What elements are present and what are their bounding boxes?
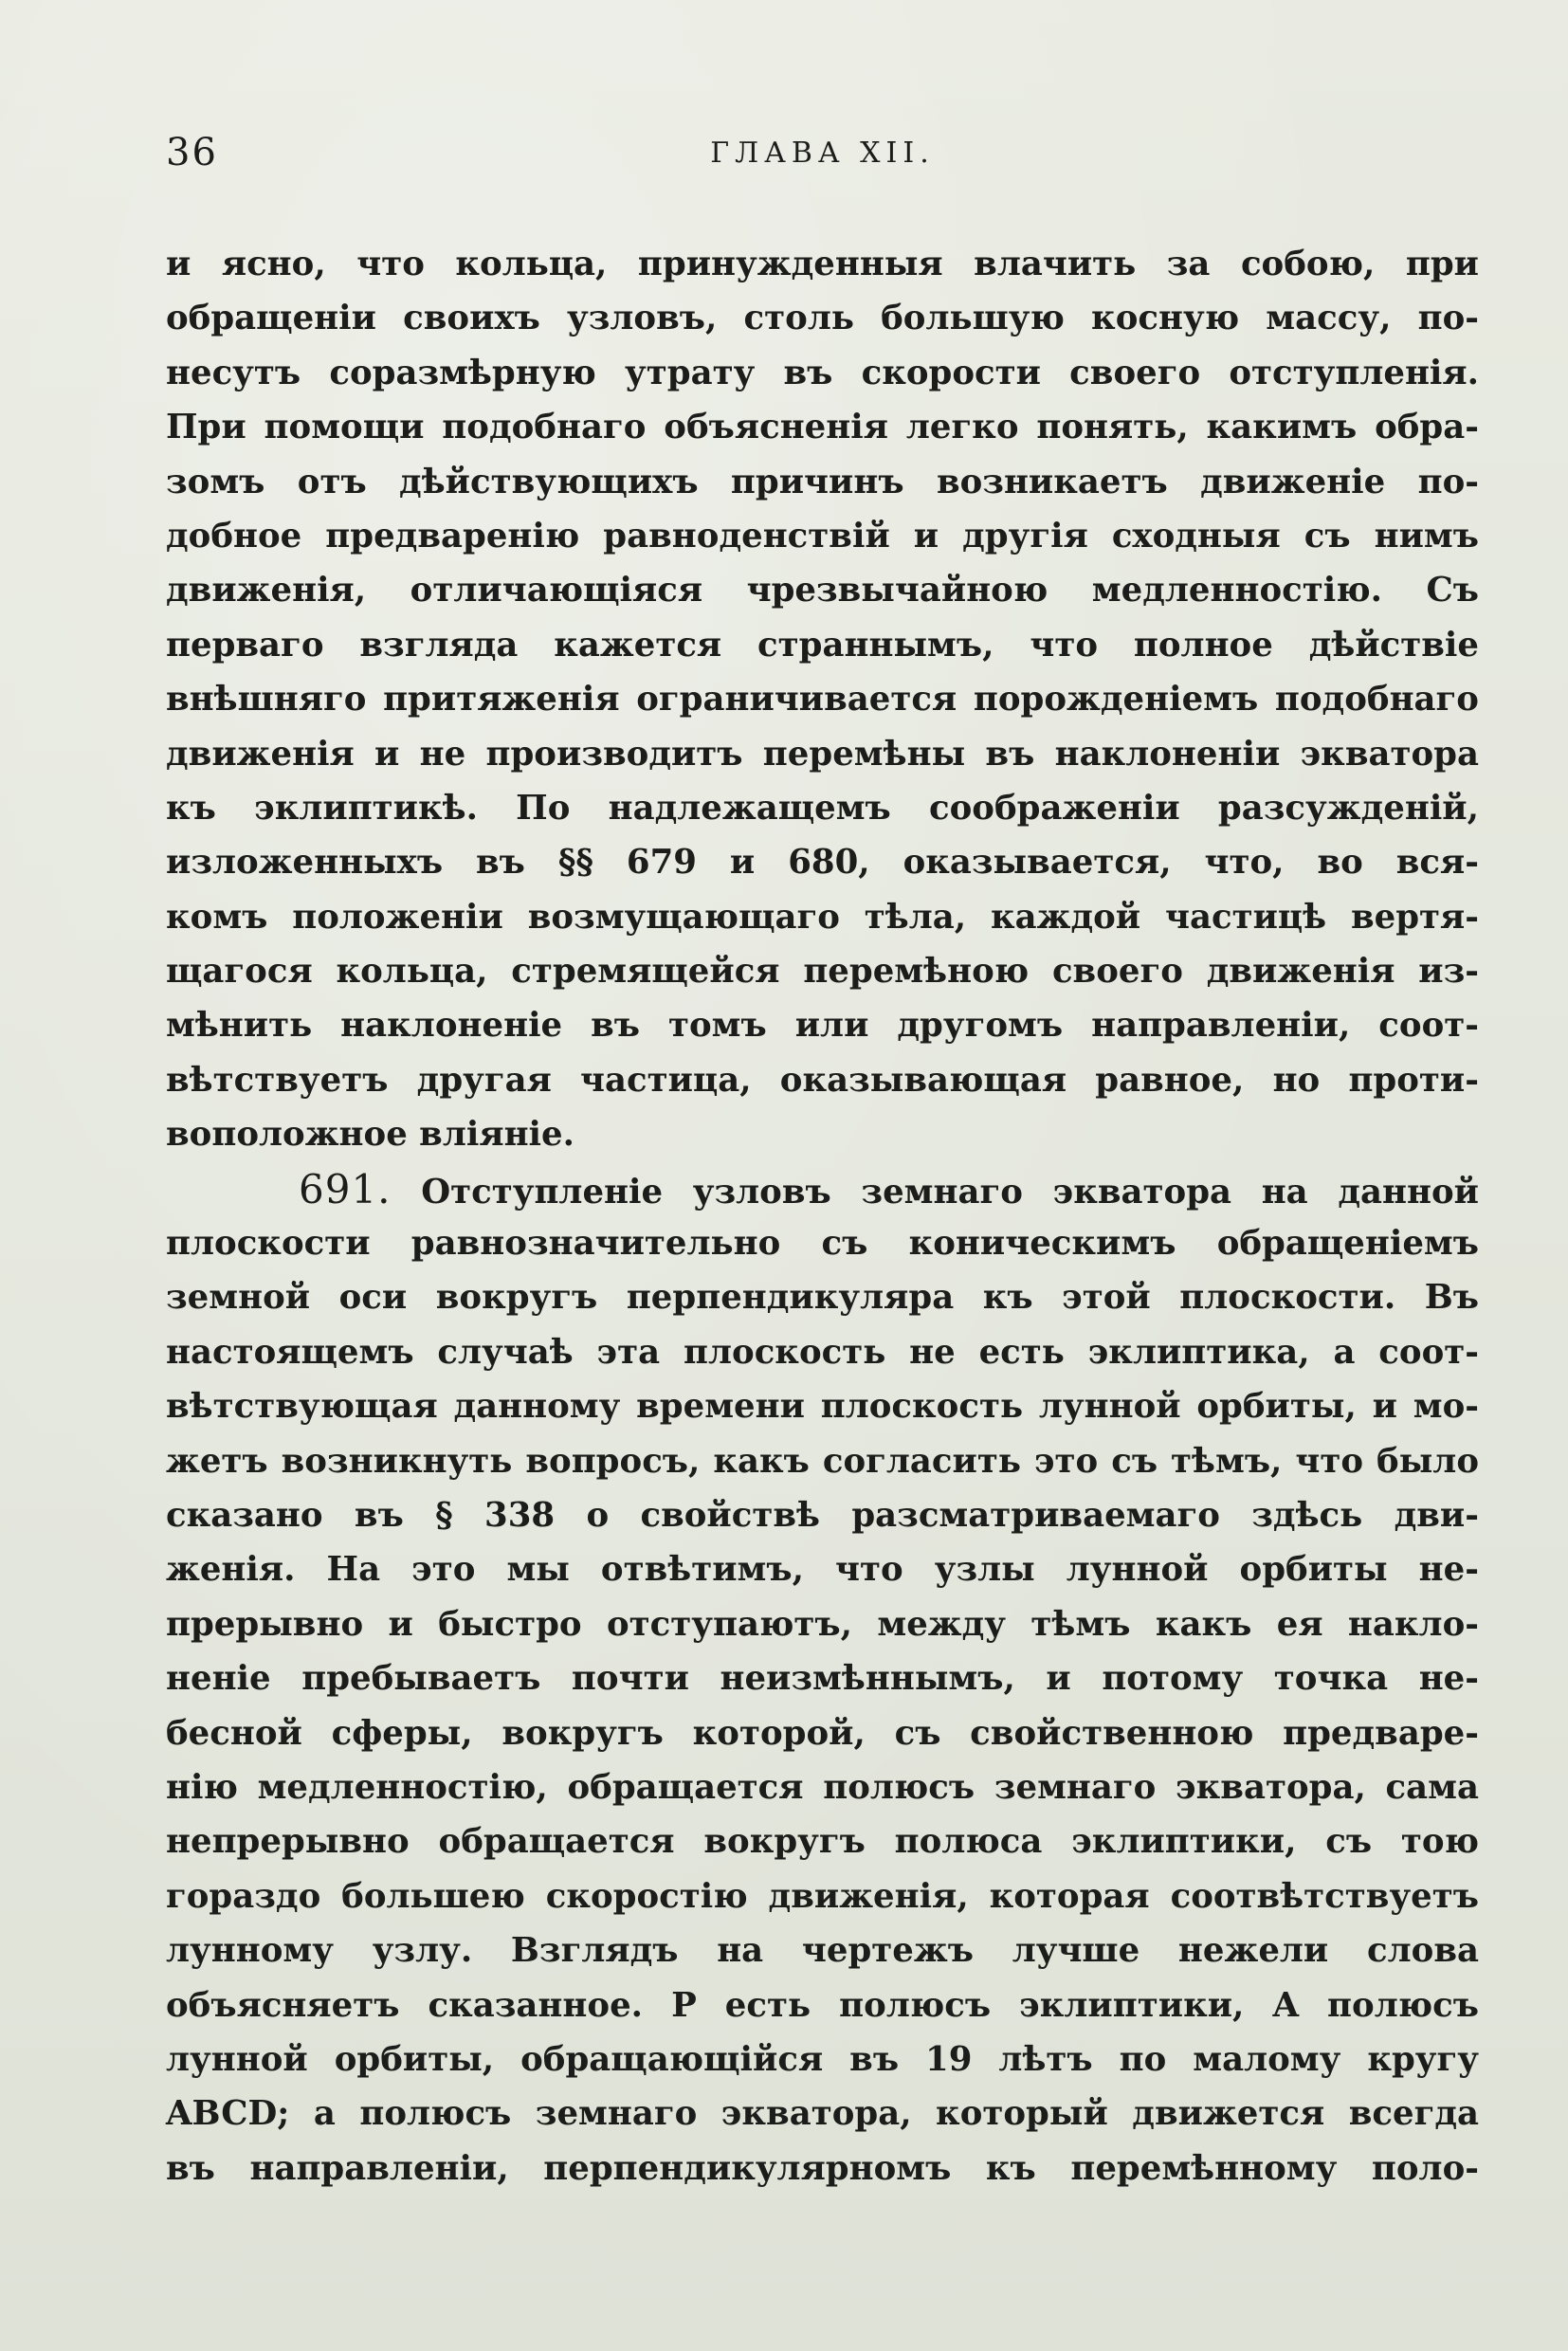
text-line: сказано въ § 338 о свойствѣ разсматриваемаго здѣсь дви- bbox=[166, 1495, 1479, 1535]
body-text bbox=[166, 237, 1479, 2196]
text-line: плоскости равнозначительно съ коническимъ обращеніемъ bbox=[166, 1224, 1479, 1264]
text-line: женія. На это мы отвѣтимъ, что узлы лунной орбиты не- bbox=[166, 1550, 1479, 1590]
text-line: зомъ отъ дѣйствующихъ причинъ возникаетъ движеніе по- bbox=[166, 462, 1479, 501]
text-line: ABCD; a полюсъ земнаго экватора, который движется всегда bbox=[166, 2094, 1479, 2134]
text-line: перваго взгляда кажется страннымъ, что полное дѣйствіе bbox=[166, 625, 1479, 665]
text-line: лунному узлу. Взглядъ на чертежъ лучше нежели слова bbox=[166, 1931, 1479, 1971]
text-line: неніе пребываетъ почти неизмѣннымъ, и потому точка не- bbox=[166, 1659, 1479, 1699]
text-line: вѣтствующая данному времени плоскость лунной орбиты, и мо- bbox=[166, 1387, 1479, 1427]
text-line: гораздо большею скоростію движенія, которая соотвѣтствуетъ bbox=[166, 1876, 1479, 1916]
text-line: мѣнить наклоненіе въ томъ или другомъ направленіи, соот- bbox=[166, 1006, 1479, 1046]
text-line: настоящемъ случаѣ эта плоскость не есть эклиптика, а соот- bbox=[166, 1332, 1479, 1372]
text-line: и ясно, что кольца, принужденныя влачить за собою, при bbox=[166, 245, 1479, 283]
text-line: воположное вліяніе. bbox=[166, 1115, 574, 1155]
text-line: При помощи подобнаго объясненія легко понять, какимъ обра- bbox=[166, 408, 1479, 447]
paragraph-691-opening: Отступленіе узловъ земнаго экватора на данной bbox=[421, 1172, 1479, 1212]
paragraph-691-first-line bbox=[166, 1162, 1479, 1216]
page-header bbox=[166, 131, 1479, 188]
text-line: въ направленіи, перпендикулярномъ къ перемѣнному поло- bbox=[166, 2148, 1479, 2188]
page-number: 36 bbox=[166, 131, 218, 174]
text-line: щагося кольца, стремящейся перемѣною своего движенія из- bbox=[166, 952, 1479, 992]
text-line: комъ положеніи возмущающаго тѣла, каждой частицѣ вертя- bbox=[166, 897, 1479, 937]
text-line: изложенныхъ въ §§ 679 и 680, оказывается, что, во вся- bbox=[166, 843, 1479, 883]
text-line: несутъ соразмѣрную утрату въ скорости своего отступленія. bbox=[166, 353, 1479, 392]
text-line: движенія и не производитъ перемѣны въ наклоненіи экватора bbox=[166, 734, 1479, 774]
text-line: объясняетъ сказанное. P есть полюсъ эклиптики, A полюсъ bbox=[166, 1985, 1479, 2025]
text-line: добное предваренію равноденствій и другія сходныя съ нимъ bbox=[166, 516, 1479, 556]
text-line: обращеніи своихъ узловъ, столь большую косную массу, по- bbox=[166, 299, 1479, 338]
text-line: прерывно и быстро отступаютъ, между тѣмъ какъ ея накло- bbox=[166, 1604, 1479, 1644]
text-line: бесной сферы, вокругъ которой, съ свойственною предваре- bbox=[166, 1713, 1479, 1753]
text-line: нію медленностію, обращается полюсъ земнаго экватора, сама bbox=[166, 1767, 1479, 1807]
text-line: внѣшняго притяженія ограничивается порожденіемъ подобнаго bbox=[166, 680, 1479, 720]
paragraph-number: 691. bbox=[299, 1165, 392, 1212]
chapter-title: ГЛАВА XII. bbox=[710, 137, 935, 170]
text-line: лунной орбиты, обращающійся въ 19 лѣтъ по малому кругу bbox=[166, 2039, 1479, 2079]
text-line: непрерывно обращается вокругъ полюса эклиптики, съ тою bbox=[166, 1822, 1479, 1862]
text-line: вѣтствуетъ другая частица, оказывающая равное, но проти- bbox=[166, 1060, 1479, 1100]
text-line: земной оси вокругъ перпендикуляра къ этой плоскости. Въ bbox=[166, 1278, 1479, 1318]
text-line: къ эклиптикѣ. По надлежащемъ соображеніи разсужденій, bbox=[166, 788, 1479, 828]
text-line: движенія, отличающіяся чрезвычайною медленностію. Съ bbox=[166, 571, 1479, 611]
text-line: жетъ возникнуть вопросъ, какъ согласить это съ тѣмъ, что было bbox=[166, 1441, 1479, 1481]
